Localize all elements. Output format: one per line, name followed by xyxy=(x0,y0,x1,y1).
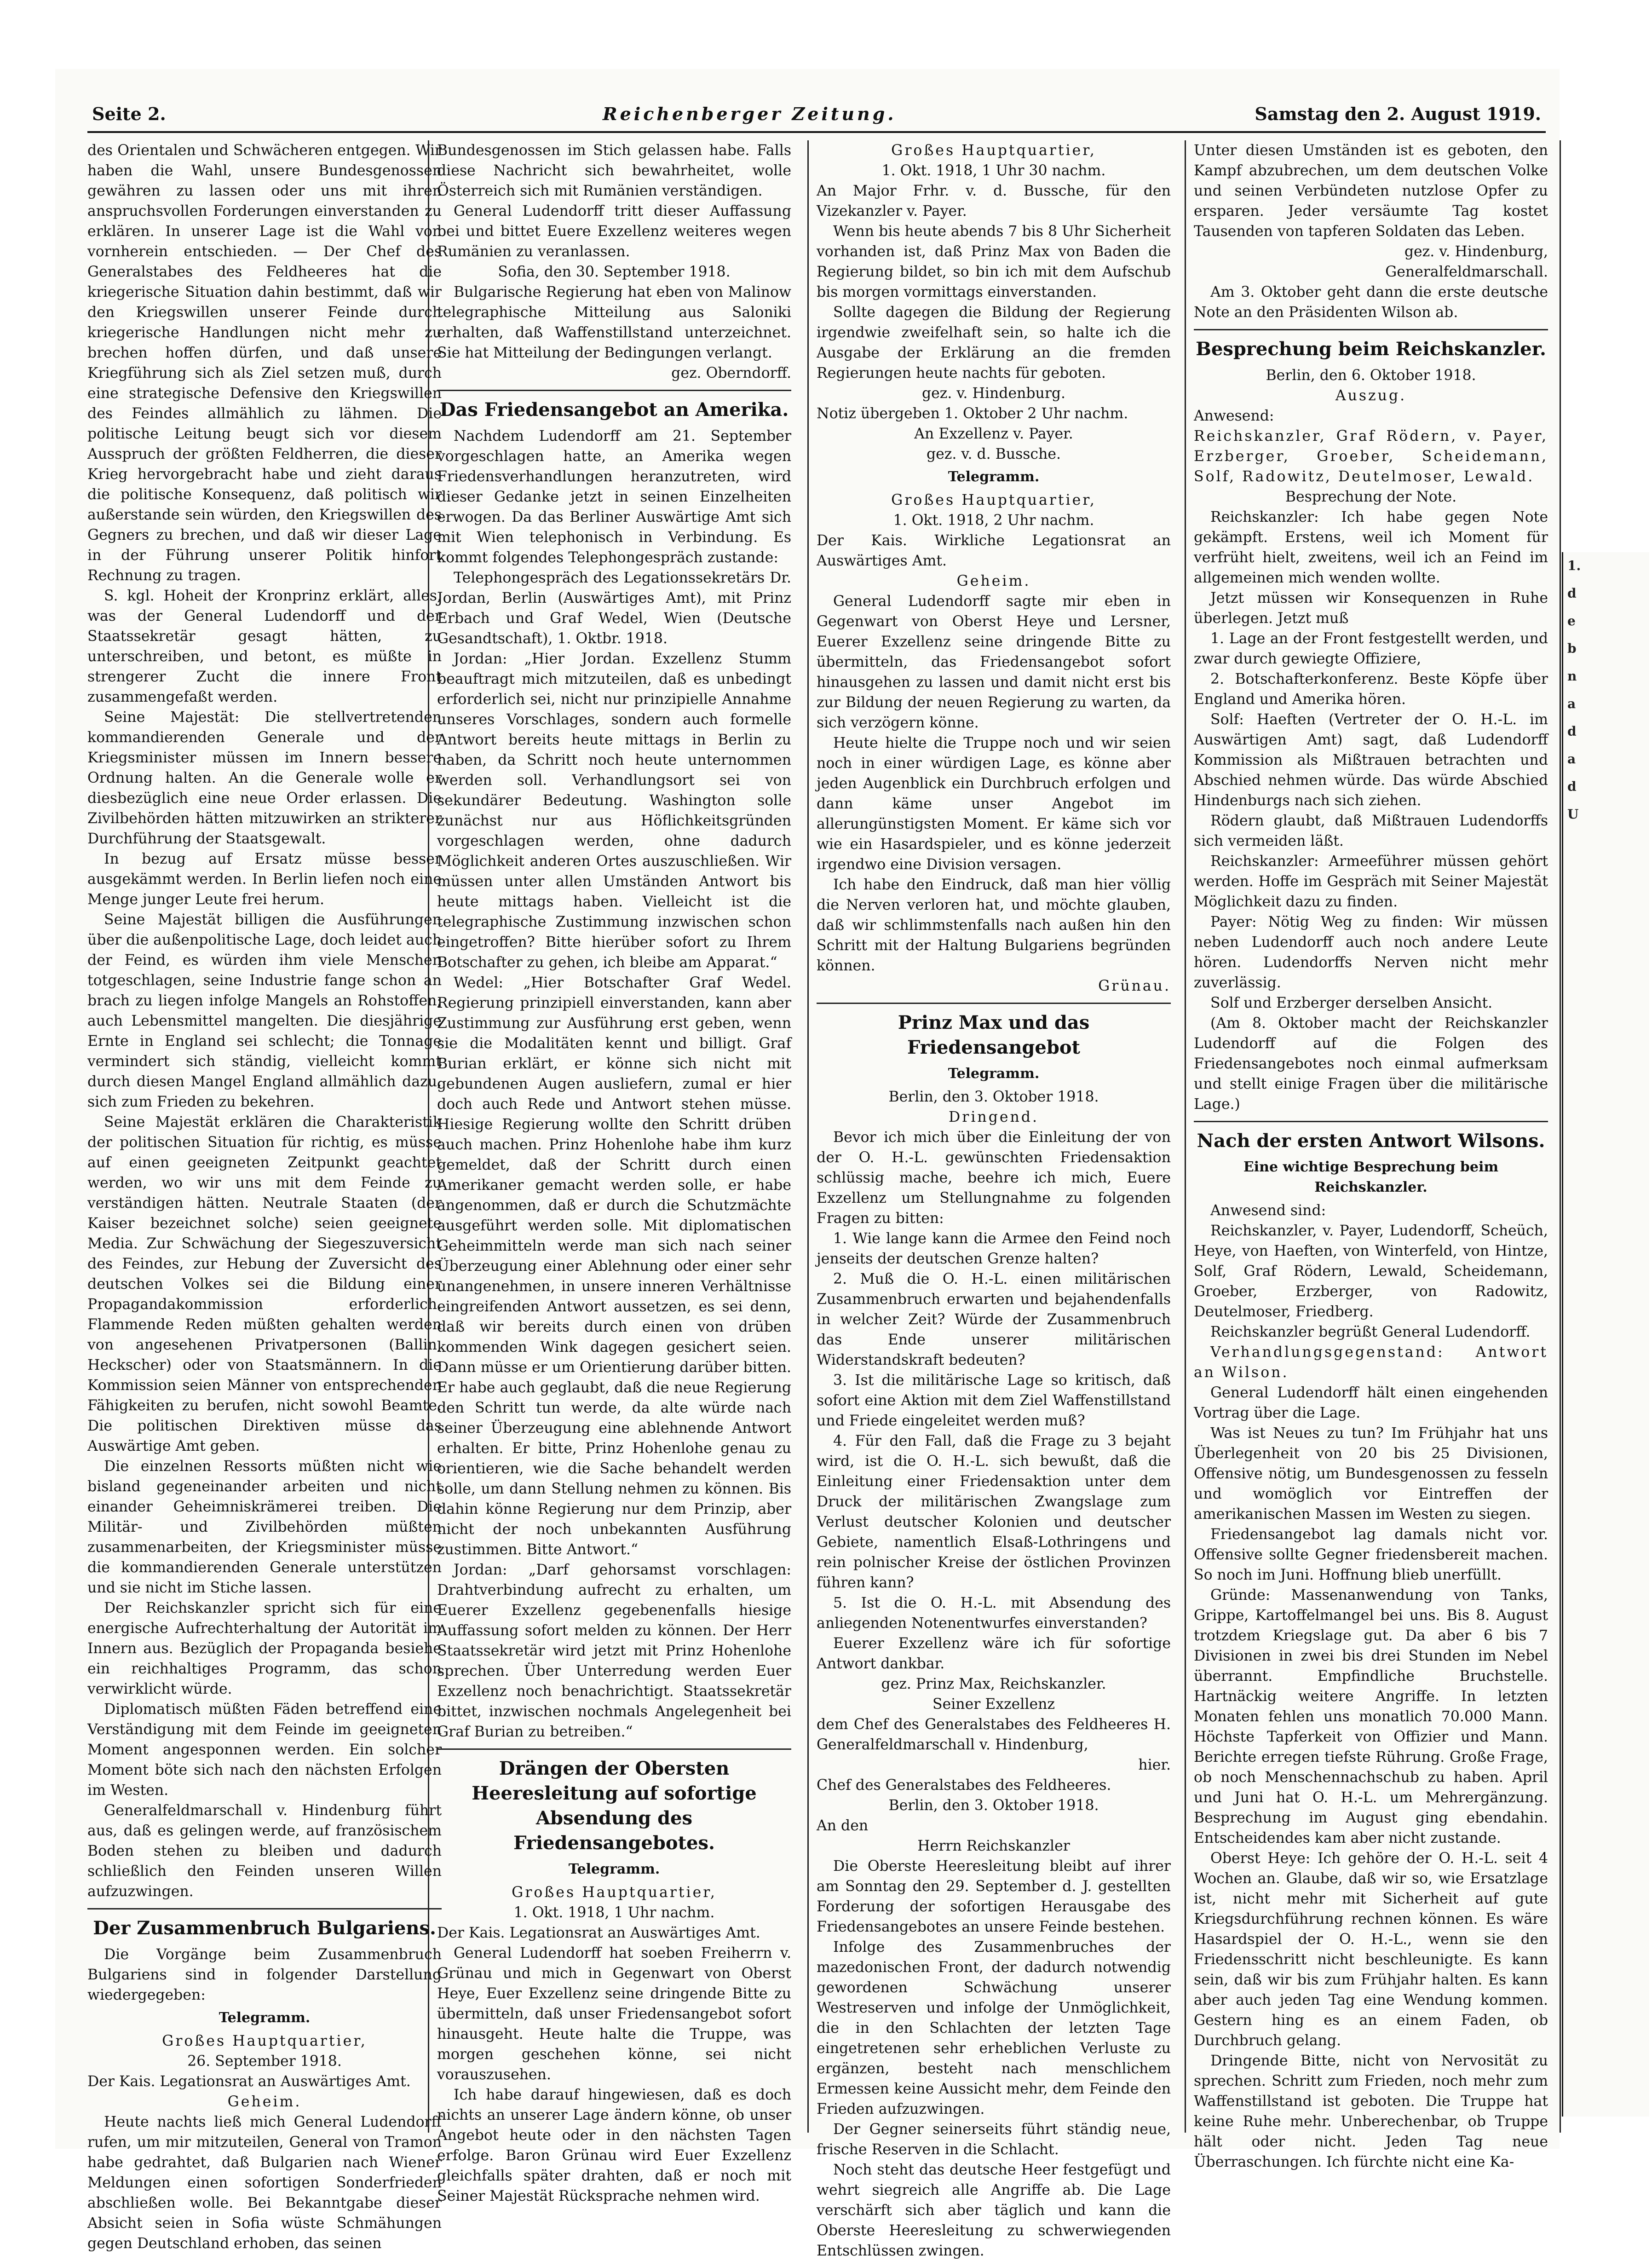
paragraph: Bundesgenossen im Stich gelassen habe. Falls diese Nachricht sich bewahrheitet, wolle Österreich sich mit Rumänien verständigen. xyxy=(437,142,791,199)
paragraph: Der Reichskanzler spricht sich für eine energische Aufrechterhaltung der Autorität im Innern aus. Bezüglich der Propaganda besiehe ein reichhaltiges Programm, das schon verwirklicht würde. xyxy=(87,1600,442,1697)
paragraph: Ich habe darauf hingewiesen, daß es doch nichts an unserer Lage ändern könne, ob unser Angebot heute oder in den nächsten Tagen erfolge. Baron Grünau wird Euer Exzellenz gleichfalls später drahten, daß er noch mit Seiner Majestät Rücksprache nehmen wird. xyxy=(437,2087,791,2204)
article-heading: Besprechung beim Reichskanzler. xyxy=(1196,338,1546,360)
paragraph: Payer: Nötig Weg zu finden: Wir müssen neben Ludendorff auch noch andere Leute hören. Ludendorffs Nerven nicht mehr zuverlässig. xyxy=(1194,914,1548,991)
sender-line: Der Kais. Wirkliche Legationsrat an Auswärtiges Amt. xyxy=(817,532,1171,569)
dateline: Berlin, den 6. Oktober 1918. xyxy=(1266,367,1476,384)
dateline-date: 26. September 1918. xyxy=(187,2053,342,2070)
paragraph: Die einzelnen Ressorts müßten nicht wie bisland gegeneinander arbeiten und nicht einander Geheimniskrämerei treiben. Die Militär- und Zivilbehörden müßten zusammenarbeiten, der Kriegsminister müsse die kommandierenden Generale unterstützen und sie nicht im Stiche lassen. xyxy=(87,1458,442,1596)
masthead: Reichenberger Zeitung. xyxy=(603,104,897,124)
paragraph: Heute hielte die Truppe noch und wir seien noch in einer würdigen Lage, es könne aber jeden Augenblick ein Durchbruch erfolgen und dann käme unser Angebot im allerungünstigsten Moment. Er käme sich vor wie ein Hasardspieler, und es könne jederzeit irgendwo eine Division versagen. xyxy=(817,735,1171,873)
paragraph: Dringende Bitte, nicht von Nervosität zu sprechen. Schritt zum Frieden, noch mehr zum Waffenstillstand ist geboten. Die Truppe hat keine Ruhe mehr. Unberechenbar, ob Truppe hält oder nicht. Jeden Tag neue Überraschungen. Ich fürchte nicht eine Ka- xyxy=(1194,2053,1548,2170)
telegram-label: Telegramm. xyxy=(948,1066,1040,1082)
paragraph: Telephongespräch des Legationssekretärs Dr. Jordan, Berlin (Auswärtiges Amt), mit Prinz Erbach und Graf Wedel, Wien (Deutsche Gesandtschaft), 1. Oktbr. 1918. xyxy=(437,570,791,647)
dateline: Großes Hauptquartier, xyxy=(512,1884,717,1901)
paragraph: General Ludendorff tritt dieser Auffassung bei und bittet Euere Exzellenz weiteres wegen Rumänien zu veranlassen. xyxy=(437,203,791,260)
dateline-date: 1. Okt. 1918, 1 Uhr nachm. xyxy=(513,1904,715,1921)
section-divider xyxy=(1194,329,1548,330)
dateline-date: 1. Okt. 1918, 1 Uhr 30 nachm. xyxy=(881,162,1106,179)
sender-line: Der Kais. Legationsrat an Auswärtiges Amt. xyxy=(87,2073,411,2090)
note-line: Notiz übergeben 1. Oktober 2 Uhr nachm. xyxy=(817,405,1128,422)
bleed-fragment: d xyxy=(1567,586,1577,601)
section-divider xyxy=(1194,1121,1548,1122)
dateline: Großes Hauptquartier, xyxy=(891,492,1096,508)
column-3 xyxy=(817,140,1171,2259)
address-line: An den xyxy=(817,1817,869,1834)
paragraph: Seine Majestät: Die stellvertretenden kommandierenden Generale und der Kriegsminister müssen im Innern bessere Ordnung halten. An die Generale wolle er diesbezüglich eine neue Order erlassen. Die Zivilbehörden hätten mitzuwirken an strikterer Durchführung der Staatsgewalt. xyxy=(87,709,442,847)
telegram-label: Telegramm. xyxy=(948,469,1040,485)
excerpt-label: Auszug. xyxy=(1335,387,1407,404)
telegram-label: Telegramm. xyxy=(568,1861,660,1877)
address-line: Herrn Reichskanzler xyxy=(917,1838,1070,1854)
attendee-list: Reichskanzler, v. Payer, Ludendorff, Scheüch, Heye, von Haeften, von Winterfeld, von Hintze, Solf, Graf Rödern, Lewald, Scheidemann, Groeber, Erzberger, von Radowitz, Deutelmoser, Friedberg. xyxy=(1194,1223,1548,1320)
classification: Geheim. xyxy=(227,2094,302,2110)
paragraph: 1. Lage an der Front festgestellt werden, und zwar durch gewiegte Offiziere, xyxy=(1194,630,1548,667)
paragraph: Bulgarische Regierung hat eben von Malinow telegraphische Mitteilung aus Saloniki erhalten, daß Waffenstillstand unterzeichnet. Sie hat Mitteilung der Bedingungen verlangt. xyxy=(437,284,791,361)
section-divider xyxy=(437,1748,791,1750)
paragraph: Jordan: „Darf gehorsamst vorschlagen: Drahtverbindung aufrecht zu erhalten, um Euerer Exzellenz gegebenenfalls hiesige Auffassung sofort melden zu können. Der Herr Staatssekretär wird jetzt mit Prinz Hohenlohe sprechen. Über Unterredung werden Euer Exzellenz noch benachrichtigt. Staatssekretär bittet, inzwischen nochmals Angelegenheit bei Graf Burian zu betreiben.“ xyxy=(437,1562,791,1740)
paragraph: Ich habe den Eindruck, daß man hier völlig die Nerven verloren hat, und möchte glauben, daß wir schlimmstenfalls nach außen hin den Schritt mit der Haltung Bulgariens begründen können. xyxy=(817,877,1171,974)
paragraph: Was ist Neues zu tun? Im Frühjahr hat uns Überlegenheit von 20 bis 25 Divisionen, Offensive nötig, um Bundesgenossen zu fesseln und womöglich vor Eintreffen der amerikanischen Massen im Westen zu siegen. xyxy=(1194,1425,1548,1523)
section-divider xyxy=(437,390,791,391)
paragraph: General Ludendorff sagte mir eben in Gegenwart von Oberst Heye und Lersner, Euerer Exzellenz seine dringende Bitte zu übermitteln, das Friedensangebot sofort hinausgehen zu lassen und damit nicht erst bis zur Bildung der neuen Regierung zu warten, da sich verzögern könne. xyxy=(817,593,1171,731)
article-heading: Das Friedensangebot an Amerika. xyxy=(439,399,789,421)
paragraph: Reichskanzler: Armeeführer müssen gehört werden. Hoffe im Gespräch mit Seiner Majestät Möglichkeit dazu zu finden. xyxy=(1194,853,1548,910)
address-line: Seiner Exzellenz xyxy=(932,1696,1055,1713)
paragraph: Jordan: „Hier Jordan. Exzellenz Stumm beauftragt mich mitzuteilen, daß es unbedingt erforderlich sei, nicht nur prinzipielle Annahme unseres Vorschlages, sondern auch formelle Antwort bereits heute mittags in Berlin zu haben, da Schritt noch heute unternommen werden soll. Verhandlungsort sei von sekundärer Bedeutung. Washington solle zunächst nur aus Höflichkeitsgründen vorgeschlagen werden, ohne dadurch Möglichkeit anderen Ortes auszuschließen. Wir müssen unter allen Umständen Antwort bis heute mittags haben. Vielleicht ist die telegraphische Zustimmung inzwischen schon eingetroffen? Bitte hierüber sofort zu Ihrem Botschafter zu gehen, ich bleibe am Apparat.“ xyxy=(437,651,791,971)
article-heading: Drängen der Obersten Heeresleitung auf sofortige Absendung des Friedensangebotes. xyxy=(472,1758,757,1854)
dateline: Sofia, den 30. September 1918. xyxy=(498,264,731,280)
question-item: 3. Ist die militärische Lage so kritisch, daß sofort eine Aktion mit dem Ziel Waffenstillstand und Friede eingeleitet werden muß? xyxy=(817,1372,1171,1429)
paragraph: Die Oberste Heeresleitung bleibt auf ihrer am Sonntag den 29. September d. J. gestellten Forderung der sofortigen Herausgabe des Friedensangebotes an unsere Feinde bestehen. xyxy=(817,1858,1171,1935)
article-subheading: Eine wichtige Besprechung beim Reichskanzler. xyxy=(1243,1159,1499,1195)
bleed-fragment: a xyxy=(1567,751,1576,767)
article-heading: Nach der ersten Antwort Wilsons. xyxy=(1197,1130,1545,1152)
paragraph: Sollte dagegen die Bildung der Regierung irgendwie zweifelhaft sein, so halte ich die Ausgabe der Erklärung an die fremden Regierungen heute nachts für geboten. xyxy=(817,304,1171,381)
recipient-line: An Major Frhr. v. d. Bussche, für den Vizekanzler v. Payer. xyxy=(817,183,1171,219)
paragraph: Jetzt müssen wir Konsequenzen in Ruhe überlegen. Jetzt muß xyxy=(1194,590,1548,627)
signature: gez. Prinz Max, Reichskanzler. xyxy=(881,1676,1106,1692)
paragraph: Solf und Erzberger derselben Ansicht. xyxy=(1210,995,1493,1011)
signature-title: Generalfeldmarschall. xyxy=(1385,264,1548,280)
paragraph: Am 3. Oktober geht dann die erste deutsche Note an den Präsidenten Wilson ab. xyxy=(1194,284,1548,321)
issue-date: Samstag den 2. August 1919. xyxy=(1255,104,1541,124)
telegram-label: Telegramm. xyxy=(219,2010,311,2026)
paragraph: Heute nachts ließ mich General Ludendorff rufen, um mir mitzuteilen, General von Tramon habe gedrahtet, daß Bulgarien nach Wiener Meldungen einen sofortigen Sonderfrieden abschließen wolle. Bei Bekanntgabe dieser Absicht seien in Sofia wüste Schmähungen gegen Deutschland erhoben, das seinen xyxy=(87,2114,442,2252)
bleed-fragment: d xyxy=(1567,724,1577,739)
column-1 xyxy=(87,140,442,2252)
question-item: 4. Für den Fall, daß die Frage zu 3 bejaht wird, ist die O. H.-L. sich bewußt, daß die Einleitung einer Friedensaktion unter dem Druck der militärischen Zwangslage zum Verlust deutscher Kolonien und deutscher Gebiete, namentlich Elsaß-Lothringens und rein polnischer Kreise der östlichen Provinzen führen kann? xyxy=(817,1433,1171,1591)
dateline: Berlin, den 3. Oktober 1918. xyxy=(888,1089,1099,1105)
paragraph: Nachdem Ludendorff am 21. September vorgeschlagen hatte, an Amerika wegen Friedensverhandlungen heranzutreten, wird dieser Gedanke jetzt in seinen Einzelheiten erwogen. Da das Berliner Auswärtige Amt sich mit Wien telephonisch in Verbindung. Es kommt folgendes Telephongespräch zustande: xyxy=(437,428,791,566)
classification: Dringend. xyxy=(949,1109,1039,1125)
attendance-label: Anwesend: xyxy=(1194,408,1274,424)
bleed-fragment: a xyxy=(1567,696,1576,711)
paragraph: Der Gegner seinerseits führt ständig neue, frische Reserven in die Schlacht. xyxy=(817,2121,1171,2158)
page-number: Seite 2. xyxy=(92,104,166,124)
bleed-fragment: 1. xyxy=(1567,558,1581,573)
address-line: hier. xyxy=(1138,1757,1171,1773)
attendee-list: Reichskanzler, Graf Rödern, v. Payer, Erzberger, Groeber, Scheidemann, Solf, Radowitz, Deutelmoser, Lewald. xyxy=(1194,428,1548,485)
signature: gez. v. d. Bussche. xyxy=(926,446,1061,462)
paragraph: Euerer Exzellenz wäre ich für sofortige Antwort dankbar. xyxy=(817,1635,1171,1672)
sender-line: Der Kais. Legationsrat an Auswärtiges Amt. xyxy=(437,1925,760,1941)
paragraph: Bevor ich mich über die Einleitung der von der O. H.-L. gewünschten Friedensaktion schlüssig mache, beehre ich mich, Euere Exzellenz um Stellungnahme zu folgenden Fragen zu bitten: xyxy=(817,1129,1171,1227)
paragraph: General Ludendorff hält einen eingehenden Vortrag über die Lage. xyxy=(1194,1384,1548,1421)
paragraph: Unter diesen Umständen ist es geboten, den Kampf abzubrechen, um dem deutschen Volke und seinen Verbündeten nutzlose Opfer zu ersparen. Jeder versäumte Tag kostet Tausenden von tapferen Soldaten das Leben. xyxy=(1194,142,1548,240)
paragraph: Gründe: Massenanwendung von Tanks, Grippe, Kartoffelmangel bei uns. Bis 8. August trotzdem Kriegslage gut. Da aber 6 bis 7 Divisionen in zwei bis drei Stunden im Nebel überrannt. Empfindliche Bruchstelle. Hartnäckig weitere Angriffe. In letzten Monaten fehlen uns monatlich 70.000 Mann. Höchste Tapferkeit von Offizier und Mann. Berichte erregen tiefste Rührung. Große Frage, ob noch Menschennachschub zu haben. April und Juni hat O. H.-L. um Mehrergänzung. Besprechung im August ging ebendahin. Entscheidendes kam aber nicht zustande. xyxy=(1194,1587,1548,1846)
paragraph: (Am 8. Oktober macht der Reichskanzler Ludendorff auf die Folgen des Friedensangebotes noch einmal aufmerksam und stellt einige Fragen über die militärische Lage.) xyxy=(1194,1015,1548,1113)
sender-line: Chef des Generalstabes des Feldheeres. xyxy=(817,1777,1111,1794)
paragraph: Noch steht das deutsche Heer festgefügt und wehrt siegreich alle Angriffe ab. Die Lage verschärft sich aber täglich und kann die Oberste Heeresleitung zu schwerwiegenden Entschlüssen zwingen. xyxy=(817,2162,1171,2259)
column-2 xyxy=(437,140,791,2204)
paragraph: des Orientalen und Schwächeren entgegen. Wir haben die Wahl, unsere Bundesgenossen gewähren zu lassen oder uns mit ihren anspruchsvollen Forderungen einverstanden zu erklären. In unserer Lage ist die Wahl von vornherein entschieden. — Der Chef des Generalstabes des Feldheeres hat die kriegerische Situation dahin bestimmt, daß wir den Kriegswillen unserer Feinde durch kriegerische Handlungen nicht mehr zu brechen hoffen dürfen, und daß unsere Kriegführung sich als Ziel setzen muß, durch eine strategische Defensive den Kriegswillen des Feindes allmählich zu lähmen. Die politische Leitung beugt sich vor diesem Ausspruch der größten Feldherren, die dieser Krieg hervorgebracht habe und zieht daraus die politische Konsequenz, daß politisch wir außerstande sein würden, den Kriegswillen des Gegners zu brechen, und daß wir dieser Lage in der Führung unserer Politik hinfort Rechnung zu tragen. xyxy=(87,142,442,584)
paragraph: Oberst Heye: Ich gehöre der O. H.-L. seit 4 Wochen an. Glaube, daß wir so, wie Ersatzlage ist, nicht mehr mit Sicherheit auf gute Kriegsdurchführung rechnen können. Es wäre Hasardspiel der O. H.-L., wenn sie den Friedensschritt nicht beschleunigte. Es kann sein, daß wir bis zum Frühjahr halten. Es kann aber auch jeden Tag eine Wendung kommen. Gestern hing es an einem Faden, ob Durchbruch gelang. xyxy=(1194,1850,1548,2049)
page-header xyxy=(87,104,1546,133)
paragraph: Die Vorgänge beim Zusammenbruch Bulgariens sind in folgender Darstellung wiedergegeben: xyxy=(87,1946,442,2003)
paragraph: 2. Botschafterkonferenz. Beste Köpfe über England und Amerika hören. xyxy=(1194,671,1548,708)
dateline: Großes Hauptquartier, xyxy=(891,142,1096,159)
section-divider xyxy=(87,1908,442,1909)
paragraph: Reichskanzler: Ich habe gegen Note gekämpft. Erstens, weil ich Moment für verfrüht hielt, zweitens, weil ich an Feind im allgemeinen mich wenden wollte. xyxy=(1194,509,1548,586)
paragraph: Generalfeldmarschall v. Hindenburg führt aus, daß es gelingen werde, auf französischem Boden stehen zu bleiben und dadurch schließlich den Feinden unseren Willen aufzuzwingen. xyxy=(87,1802,442,1900)
address-line: dem Chef des Generalstabes des Feldheeres H. Generalfeldmarschall v. Hindenburg, xyxy=(817,1716,1171,1753)
subheading: Besprechung der Note. xyxy=(1285,489,1457,505)
article-heading: Der Zusammenbruch Bulgariens. xyxy=(93,1917,436,1939)
paragraph: Wedel: „Hier Botschafter Graf Wedel. Regierung prinzipiell einverstanden, kann aber Zustimmung zur Ausführung erst geben, wenn sie die Modalitäten kennt und billigt. Graf Burian erklärt, er könne sich nicht mit gebundenen Augen ausliefern, zumal er hier doch auch Rede und Antwort stehen müsse. Hiesige Regierung wollte den Schritt drüben auch machen. Prinz Hohenlohe habe ihm kurz gemeldet, daß der Schritt durch einen Amerikaner gemacht werden solle, er habe angenommen, daß er durch die Schutzmächte ausgeführt werden solle. Mit diplomatischen Geheimmitteln werde man sich nach seiner Überzeugung einer Ablehnung oder einer sehr unangenehmen, in unsere inneren Verhältnisse eingreifenden Antwort aussetzen, es sei denn, daß wir bereits durch einen von drüben kommenden Wink dagegen gesichert seien. Dann müsse er um Orientierung darüber bitten. Er habe auch geglaubt, daß die neue Regierung den Schritt tun werde, da alte würde nach seiner Überzeugung eine ablehnende Antwort erhalten. Er bitte, Prinz Hohenlohe genau zu orientieren, wie die Sache behandelt werden solle, um dann Stellung nehmen zu können. Bis dahin könne Regierung nur dem Prinzip, aber nicht der noch unbekannten Ausführung zustimmen. Bitte Antwort.“ xyxy=(437,975,791,1558)
paragraph: Diplomatisch müßten Fäden betreffend eine Verständigung mit dem Feinde im geeigneten Moment angesponnen werden. Ein solcher Moment böte sich nach den nächsten Erfolgen im Westen. xyxy=(87,1701,442,1799)
section-divider xyxy=(817,1003,1171,1004)
paragraph: Infolge des Zusammenbruches der mazedonischen Front, der dadurch notwendig gewordenen Schwächung unserer Westreserven und infolge der Unmöglichkeit, die in den Schlachten der letzten Tage eingetretenen sehr erheblichen Verluste zu ergänzen, besteht nach menschlichem Ermessen keine Aussicht mehr, dem Feinde den Frieden aufzuzwingen. xyxy=(817,1939,1171,2117)
signature: Grünau. xyxy=(1098,978,1171,994)
paragraph: S. kgl. Hoheit der Kronprinz erklärt, alles, was der General Ludendorff und der Staatssekretär gesagt hätten, zu unterschreiben, und betont, es müßte in strengerer Zucht die innere Front zusammengefaßt werden. xyxy=(87,588,442,705)
bleed-fragment: e xyxy=(1567,613,1576,629)
paragraph: General Ludendorff hat soeben Freiherrn v. Grünau und mich in Gegenwart von Oberst Heye, Euer Exzellenz seine dringende Bitte zu übermitteln, daß unser Friedensangebot sofort hinausgeht. Heute halte die Truppe, was morgen geschehen könne, sei nicht vorauszusehen. xyxy=(437,1945,791,2083)
signature: gez. v. Hindenburg, xyxy=(1404,243,1548,260)
paragraph: Seine Majestät billigen die Ausführungen über die außenpolitische Lage, doch leidet auch der Feind, es würden ihm viele Menschen totgeschlagen, seine Industrie fange schon an brach zu liegen infolge Mangels an Rohstoffen; auch Lebensmittel mangelten. Die diesjährige Ernte in England sei schlecht; die Tonnage vermindert sich ständig, vielleicht kommt durch diesen Mangel England allmählich dazu, sich zum Frieden zu bekehren. xyxy=(87,911,442,1110)
article-heading: Prinz Max und das Friedensangebot xyxy=(898,1012,1090,1058)
paragraph: In bezug auf Ersatz müsse besser ausgekämmt werden. In Berlin liefen noch eine Menge junger Leute frei herum. xyxy=(87,851,442,908)
paragraph: Friedensangebot lag damals nicht vor. Offensive sollte Gegner friedensbereit machen. So noch im Juni. Hoffnung blieb unerfüllt. xyxy=(1194,1526,1548,1583)
dateline-date: 1. Okt. 1918, 2 Uhr nachm. xyxy=(893,512,1094,529)
classification: Geheim. xyxy=(956,573,1031,589)
dateline: Berlin, den 3. Oktober 1918. xyxy=(888,1797,1099,1814)
paragraph: Wenn bis heute abends 7 bis 8 Uhr Sicherheit vorhanden ist, daß Prinz Max von Baden die Regierung bildet, so bin ich mit dem Aufschub bis morgen vormittags einverstanden. xyxy=(817,223,1171,300)
paragraph: Seine Majestät erklären die Charakteristik der politischen Situation für richtig, es müsse auf einen geeigneten Zeitpunkt geachtet werden, wo wir uns mit dem Feinde zu verständigen hätten. Neutrale Staaten (der Kaiser bezeichnet solche) seien geeignete Media. Zur Schwächung der Siegeszuversicht des Feindes, zur Hebung der Zuversicht des deutschen Volkes sei die Bildung einer Propagandakommission erforderlich. Flammende Reden müßten gehalten werden von angesehenen Privatpersonen (Ballin, Heckscher) oder von Staatsmännern. In die Kommission seien Männer von entsprechenden Fähigkeiten zu berufen, nicht sowohl Beamte. Die politischen Direktiven müsse das Auswärtige Amt geben. xyxy=(87,1114,442,1454)
column-rule xyxy=(1185,140,1186,2133)
question-item: 5. Ist die O. H.-L. mit Absendung des anliegenden Notenentwurfes einverstanden? xyxy=(817,1595,1171,1632)
bleed-fragment: d xyxy=(1567,779,1577,794)
recipient-line: An Exzellenz v. Payer. xyxy=(914,426,1073,442)
paragraph: Reichskanzler begrüßt General Ludendorff. xyxy=(1210,1324,1531,1340)
paragraph: Rödern glaubt, daß Mißtrauen Ludendorffs sich vermeiden läßt. xyxy=(1194,813,1548,849)
column-4 xyxy=(1194,140,1548,2170)
bleed-fragment: U xyxy=(1567,807,1579,822)
signature: gez. v. Hindenburg. xyxy=(921,385,1066,402)
signature: gez. Oberndorff. xyxy=(671,365,791,381)
question-item: 2. Muß die O. H.-L. einen militärischen Zusammenbruch erwarten und bejahendenfalls in welcher Zeit? Würde der Zusammenbruch das Ende unserer militärischen Widerstandskraft bedeuten? xyxy=(817,1271,1171,1368)
adjacent-page-edge xyxy=(1562,552,1649,2117)
dateline: Großes Hauptquartier, xyxy=(162,2033,367,2049)
column-rule xyxy=(1560,140,1561,2133)
column-rule xyxy=(807,140,809,2133)
bleed-fragment: n xyxy=(1567,669,1577,684)
agenda-line: Verhandlungsgegenstand: Antwort an Wilson. xyxy=(1194,1344,1548,1381)
paragraph: Solf: Haeften (Vertreter der O. H.-L. im Auswärtigen Amt) sagt, daß Ludendorff Kommission als Mißtrauen betrachten und Abschied nehmen würde. Das würde Abschied Hindenburgs nach sich ziehen. xyxy=(1194,711,1548,809)
question-item: 1. Wie lange kann die Armee den Feind noch jenseits der deutschen Grenze halten? xyxy=(817,1230,1171,1267)
bleed-fragment: b xyxy=(1567,641,1577,656)
attendance-label: Anwesend sind: xyxy=(1210,1202,1326,1219)
